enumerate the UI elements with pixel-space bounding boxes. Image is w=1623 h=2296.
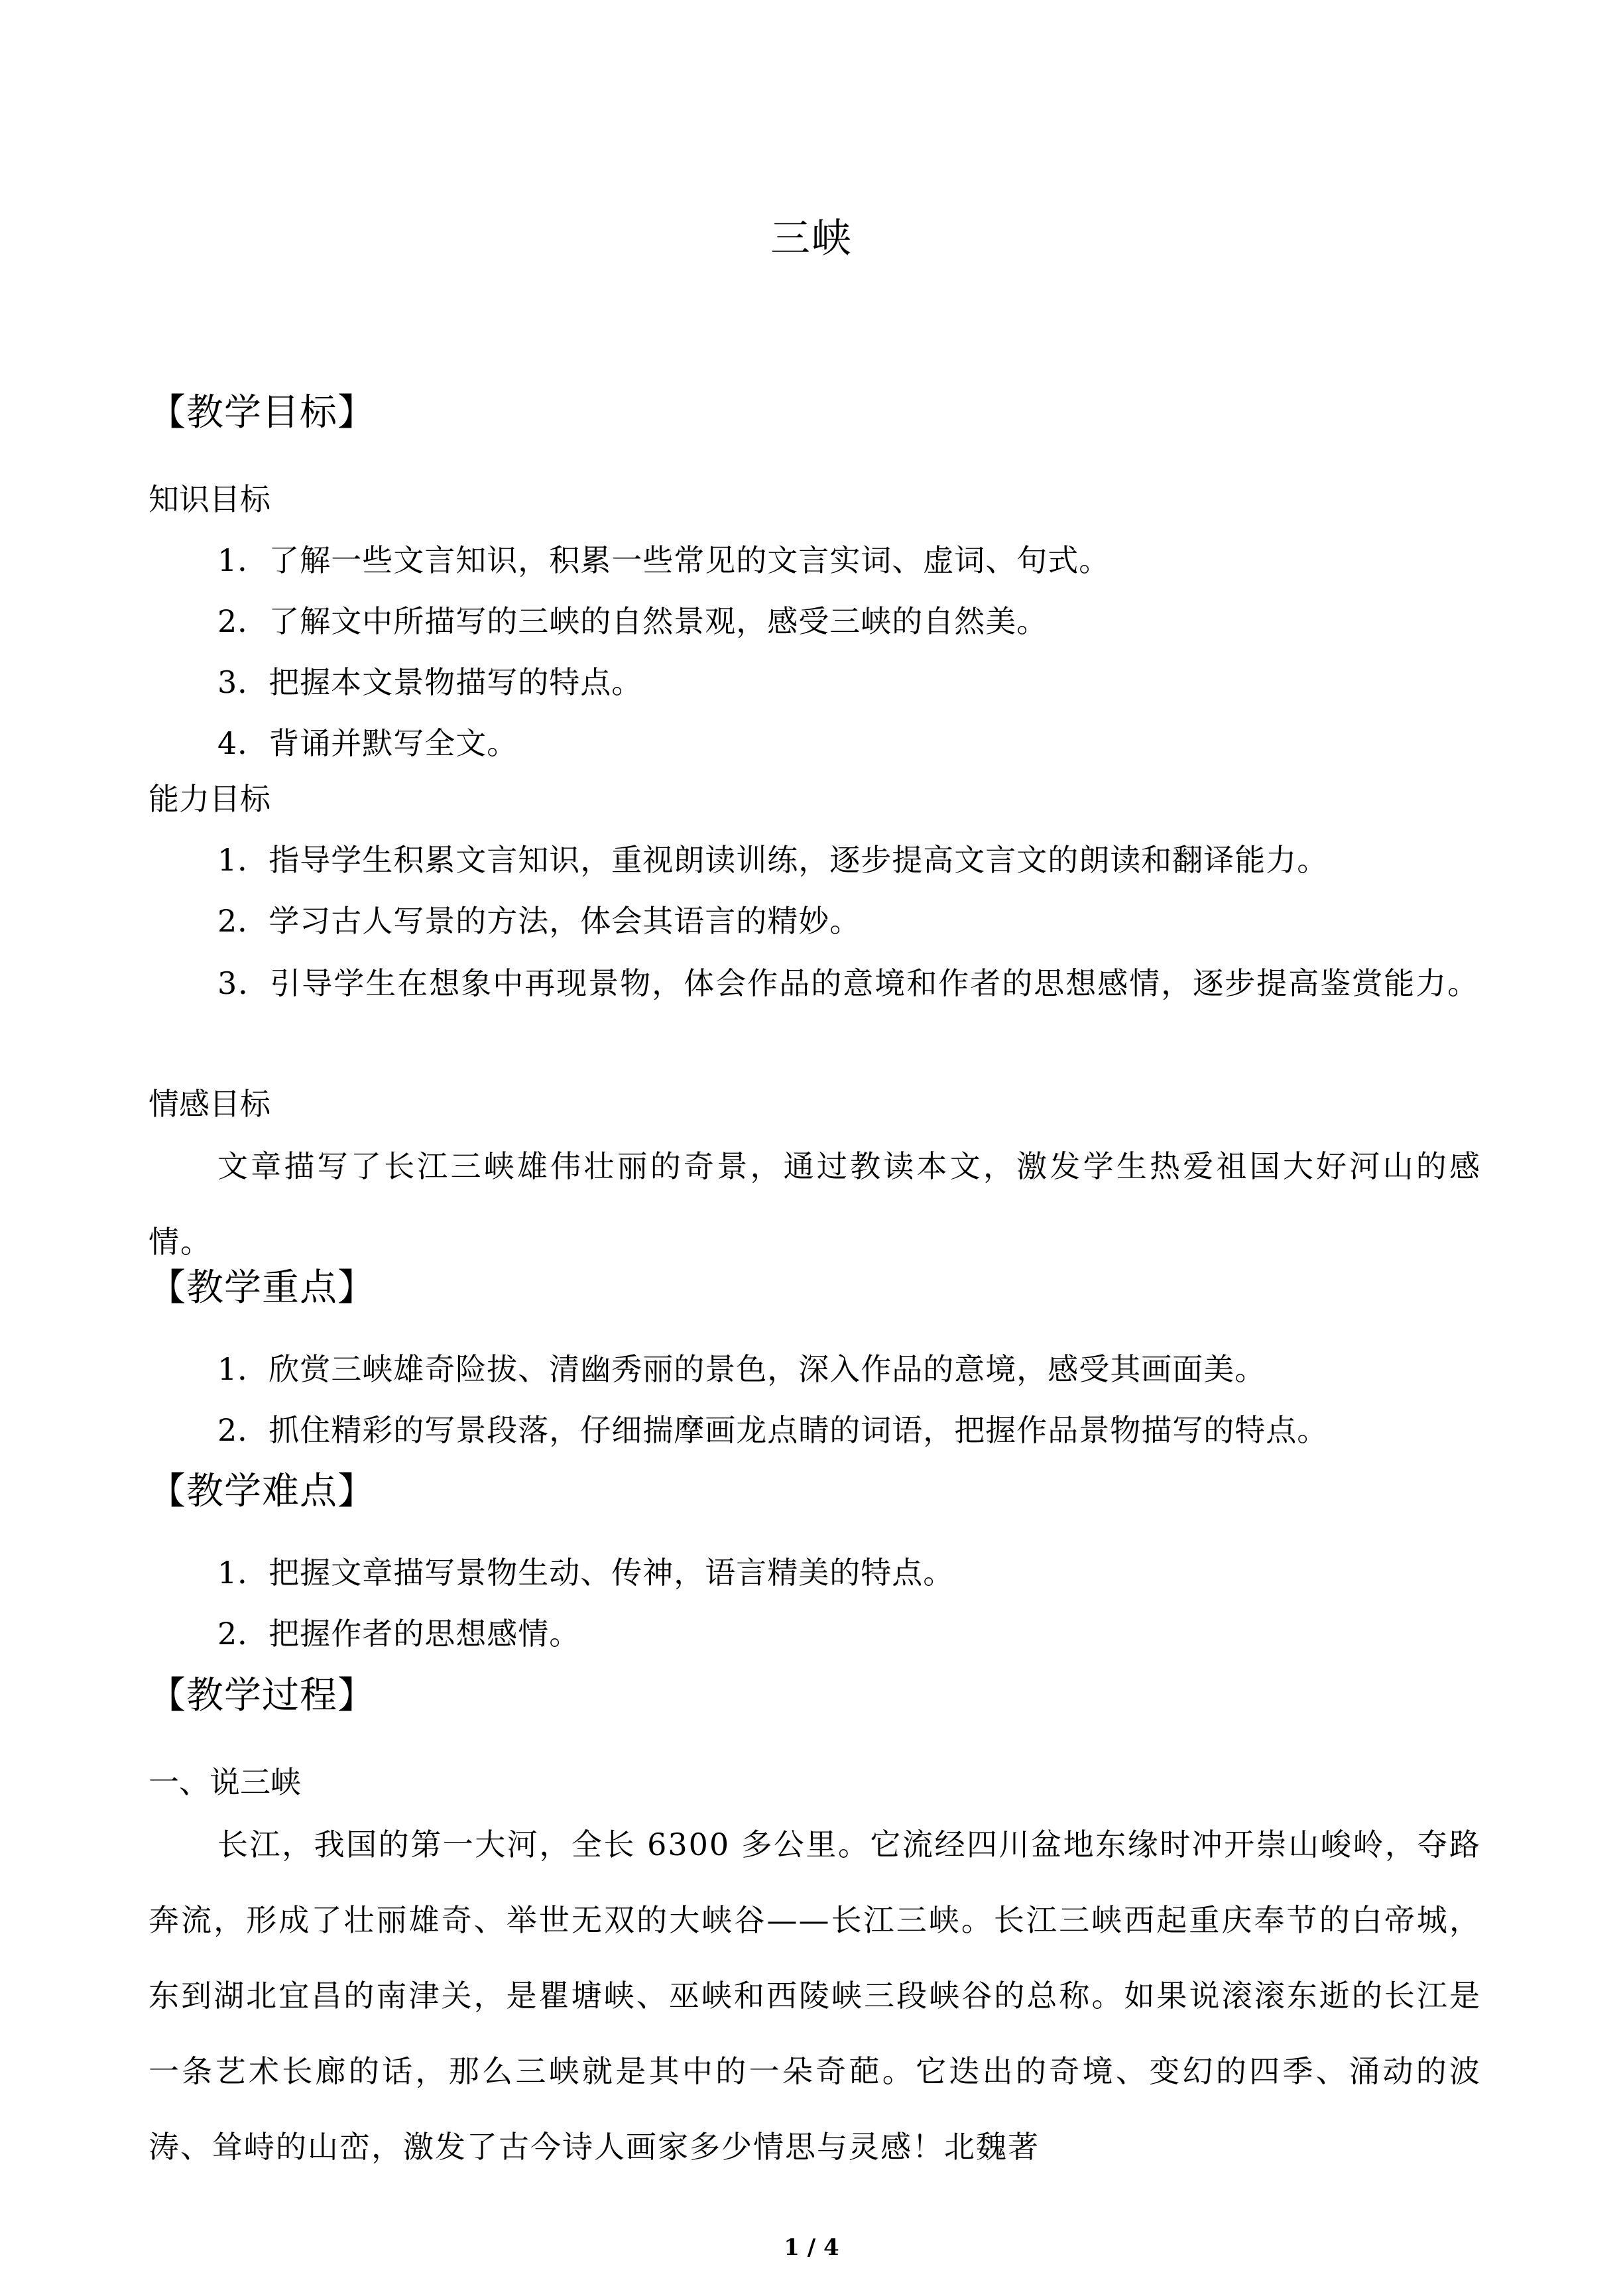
subheading-step1: 一、说三峡 bbox=[149, 1764, 301, 1800]
paragraph-emotion: 文章描写了长江三峡雄伟壮丽的奇景，通过教读本文，激发学生热爱祖国大好河山的感情。 bbox=[149, 1148, 1481, 1260]
paragraph-step1: 长江，我国的第一大河，全长 6300 多公里。它流经四川盆地东缘时冲开崇山峻岭，夺路奔流，形成了壮丽雄奇、举世无双的大峡谷——长江三峡。长江三峡西起重庆奉节的白帝城，东到湖北宜昌的南津关，是瞿塘峡、巫峡和西陵峡三段峡谷的总称。如果说滚滚东逝的长江是一条艺术长廊的话，那么三峡就是其中的一朵奇葩。它迭出的奇境、变幻的四季、涌动的波涛、耸峙的山峦，激发了古今诗人画家多少情思与灵感！北魏著 bbox=[149, 1827, 1481, 2165]
list-item: 2．抓住精彩的写景段落，仔细揣摩画龙点睛的词语，把握作品景物描写的特点。 bbox=[217, 1412, 1329, 1448]
list-item: 2．把握作者的思想感情。 bbox=[217, 1616, 581, 1652]
page-title: 三峡 bbox=[770, 215, 853, 262]
section-heading-difficulties: 【教学难点】 bbox=[149, 1470, 375, 1513]
section-heading-key-points: 【教学重点】 bbox=[149, 1266, 375, 1309]
list-item: 1．了解一些文言知识，积累一些常见的文言实词、虚词、句式。 bbox=[217, 542, 1111, 578]
list-item: 1．欣赏三峡雄奇险拔、清幽秀丽的景色，深入作品的意境，感受其画面美。 bbox=[217, 1351, 1266, 1387]
section-heading-process: 【教学过程】 bbox=[149, 1674, 375, 1717]
list-item: 2．学习古人写景的方法，体会其语言的精妙。 bbox=[217, 903, 861, 939]
list-item: 1．指导学生积累文言知识，重视朗读训练，逐步提高文言文的朗读和翻译能力。 bbox=[217, 842, 1329, 878]
section-heading-goals: 【教学目标】 bbox=[149, 391, 375, 434]
page-number: 1 / 4 bbox=[784, 2234, 839, 2261]
subheading-knowledge: 知识目标 bbox=[149, 481, 270, 517]
subheading-ability: 能力目标 bbox=[149, 781, 270, 817]
list-item: 1．把握文章描写景物生动、传神，语言精美的特点。 bbox=[217, 1555, 955, 1591]
list-item: 4．背诵并默写全文。 bbox=[217, 725, 518, 761]
subheading-emotion: 情感目标 bbox=[149, 1086, 270, 1122]
list-item-wrapped: 3．引导学生在想象中再现景物，体会作品的意境和作者的思想感情，逐步提高鉴赏能力。 bbox=[217, 965, 1480, 1001]
list-item: 2．了解文中所描写的三峡的自然景观，感受三峡的自然美。 bbox=[217, 603, 1048, 639]
list-item: 3．把握本文景物描写的特点。 bbox=[217, 664, 643, 700]
